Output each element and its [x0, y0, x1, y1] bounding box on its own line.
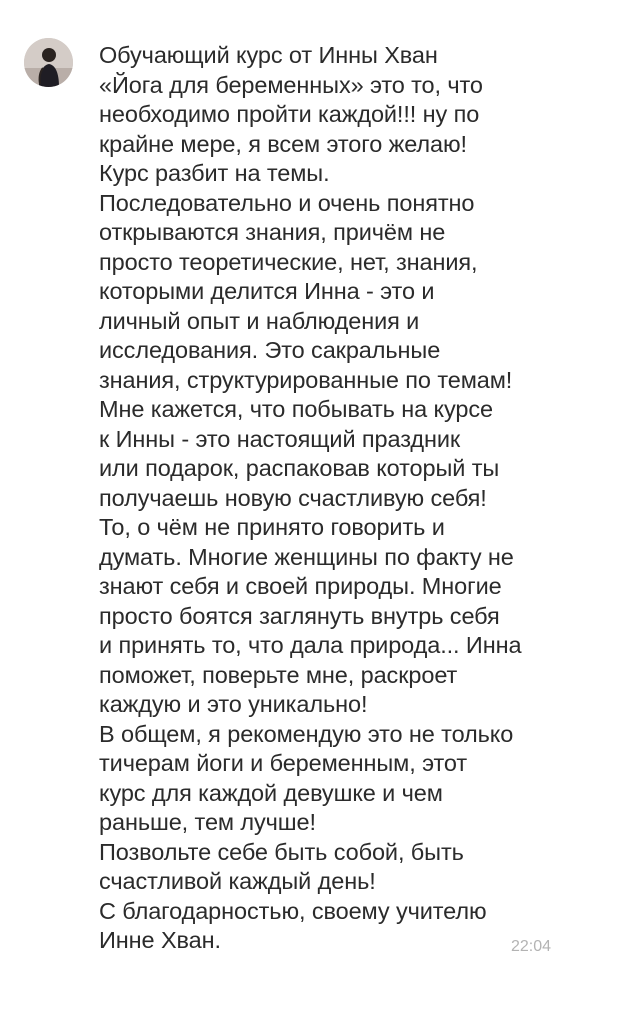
avatar-photo-icon	[24, 38, 73, 87]
message-line: просто теоретические, нет, знания,	[99, 248, 478, 275]
message-line: каждую и это уникально!	[99, 691, 368, 717]
message-line: необходимо пройти каждой!!! ну по	[99, 101, 480, 127]
message-line: поможет, поверьте мне, раскроет	[99, 661, 458, 688]
message-line: раньше, тем лучше!	[99, 809, 316, 835]
message-line: исследования. Это сакральные	[99, 337, 441, 363]
message-line: счастливой каждый день!	[99, 868, 376, 894]
user-avatar-icon[interactable]	[24, 38, 73, 87]
message-line: Позвольте себе быть собой, быть	[99, 838, 464, 865]
message-timestamp: 22:04	[511, 938, 552, 955]
message-line: знают себя и своей природы. Многие	[99, 573, 502, 599]
message-line: к Инны - это настоящий праздник	[99, 425, 461, 452]
message-line: Курс разбит на темы.	[99, 160, 330, 186]
message-line: «Йога для беременных» это то, что	[99, 71, 483, 98]
message-line: или подарок, распаковав который ты	[99, 455, 500, 481]
message-text	[99, 41, 579, 956]
message-line: получаешь новую счастливую себя!	[99, 484, 487, 511]
message-line: курс для каждой девушке и чем	[99, 779, 443, 806]
message-line: С благодарностью, своему учителю	[99, 897, 487, 924]
message-line: знания, структурированные по темам!	[99, 366, 513, 393]
message-line: просто боятся заглянуть внутрь себя	[99, 602, 500, 629]
message-line: В общем, я рекомендую это не только	[99, 720, 514, 747]
message-line: которыми делится Инна - это и	[99, 278, 435, 304]
message-line: Обучающий курс от Инны Хван	[99, 42, 438, 68]
message-line: Инне Хван.	[99, 927, 221, 953]
message-line: тичерам йоги и беременным, этот	[99, 750, 467, 776]
message-line: Мне кажется, что побывать на курсе	[99, 396, 493, 422]
message-line: открываются знания, причём не	[99, 219, 446, 245]
message-line: крайне мере, я всем этого желаю!	[99, 130, 467, 157]
message-line: Последовательно и очень понятно	[99, 189, 475, 216]
message-line: думать. Многие женщины по факту не	[99, 543, 514, 570]
message-line: и принять то, что дала природа... Инна	[99, 632, 522, 658]
message-line: личный опыт и наблюдения и	[99, 307, 420, 334]
message-line: То, о чём не принято говорить и	[99, 514, 445, 540]
